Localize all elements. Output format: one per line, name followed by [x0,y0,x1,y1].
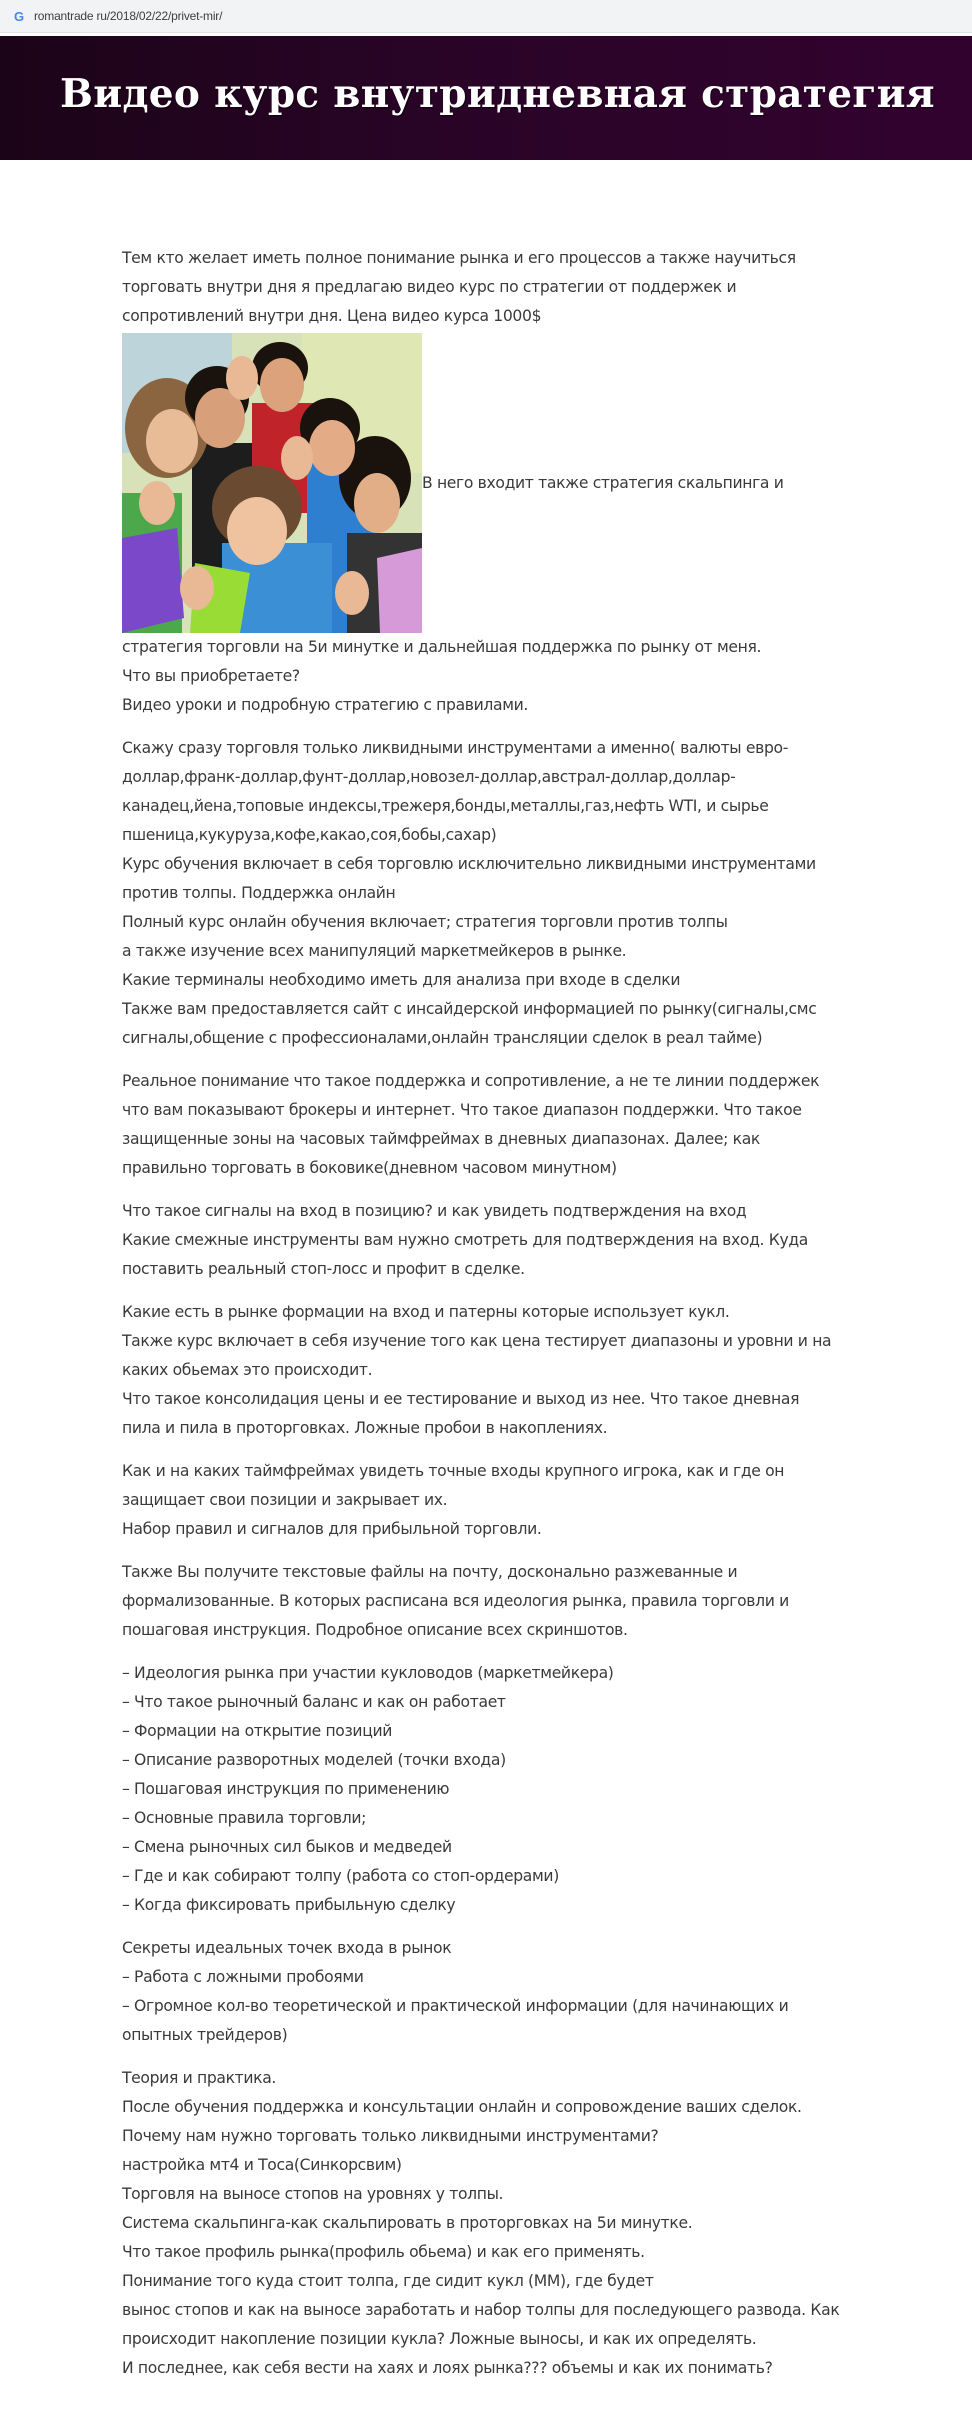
after-image-paragraph [122,633,862,720]
text-line: Что вы приобретаете? [122,667,300,685]
text-line: Секреты идеальных точек входа в рынок [122,1939,452,1957]
url-text[interactable]: romantrade ru/2018/02/22/privet-mir/ [34,9,223,23]
text-line: Также вам предоставляется сайт с инсайдерской информацией по рынку(сигналы,смс [122,1000,817,1018]
text-line: Скажу сразу торговля только ликвидными инструментами а именно( валюты евро- [122,739,788,757]
text-line: сопротивлений внутри дня. Цена видео курса 1000$ [122,307,542,325]
list-item: – Формации на открытие позиций [122,1722,393,1740]
text-line: Также курс включает в себя изучение того как цена тестирует диапазоны и уровни и на [122,1332,832,1350]
image-row [122,333,862,633]
google-g-icon: G [13,8,25,24]
text-line: Система скальпинга-как скальпировать в проторговках на 5и минутке. [122,2214,693,2232]
text-line: Как и на каких таймфреймах увидеть точные входы крупного игрока, как и где он [122,1462,785,1480]
text-line: поставить реальный стоп-лосс и профит в сделке. [122,1260,525,1278]
text-line: Торговля на выносе стопов на уровнях у толпы. [122,2185,504,2203]
text-line: Почему нам нужно торговать только ликвидными инструментами? [122,2127,659,2145]
text-line: что вам показывают брокеры и интернет. Что такое диапазон поддержки. Что такое [122,1101,802,1119]
list-item: – Где и как собирают толпу (работа со стоп-ордерами) [122,1867,559,1885]
instruments-paragraph [122,734,862,1053]
text-line: Что такое профиль рынка(профиль обьема) и как его применять. [122,2243,645,2261]
text-line: настройка мт4 и Тоса(Синкорсвим) [122,2156,402,2174]
text-line: защищенные зоны на часовых таймфреймах в дневных диапазонах. Далее; как [122,1130,760,1148]
text-line: Тем кто желает иметь полное понимание рынка и его процессов а также научиться [122,249,796,267]
text-line: Реальное понимание что такое поддержка и сопротивление, а не те линии поддержек [122,1072,820,1090]
list-item: – Пошаговая инструкция по применению [122,1780,450,1798]
text-line: Какие есть в рынке формации на вход и патерны которые использует кукл. [122,1303,730,1321]
header-banner [0,36,972,160]
support-paragraph [122,1067,862,1183]
text-line: правильно торговать в боковике(дневном часовом минутном) [122,1159,617,1177]
article-content [122,244,862,2397]
text-line: Также Вы получите текстовые файлы на почту, досконально разжеванные и [122,1563,738,1581]
image-caption-text: В него входит также стратегия скальпинга и [422,473,784,492]
files-paragraph [122,1558,862,1645]
text-line: канадец,йена,топовые индексы,трежеря,бонды,металлы,газ,нефть WTI, и сырье [122,797,769,815]
text-line: Какие смежные инструменты вам нужно смотреть для подтверждения на вход. Куда [122,1231,808,1249]
text-line: опытных трейдеров) [122,2026,288,2044]
text-line: вынос стопов и как на выносе заработать и набор толпы для последующего развода. Как [122,2301,840,2319]
text-line: Какие терминалы необходимо иметь для анализа при входе в сделки [122,971,681,989]
text-line: стратегия торговли на 5и минутке и дальнейшая поддержка по рынку от меня. [122,638,762,656]
text-line: доллар,франк-доллар,фунт-доллар,новозел-доллар,австрал-доллар,доллар- [122,768,736,786]
text-line: пошаговая инструкция. Подробное описание всех скриншотов. [122,1621,628,1639]
theory-paragraph [122,2064,862,2383]
intro-paragraph [122,244,862,331]
text-line: Полный курс онлайн обучения включает; стратегия торговли против толпы [122,913,728,931]
students-photo [122,333,422,633]
list-item: – Огромное кол-во теоретической и практической информации (для начинающих и [122,1997,789,2015]
text-line: Что такое сигналы на вход в позицию? и как увидеть подтверждения на вход [122,1202,747,1220]
text-line: Курс обучения включает в себя торговлю исключительно ликвидными инструментами [122,855,816,873]
text-line: против толпы. Поддержка онлайн [122,884,396,902]
list-item: – Основные правила торговли; [122,1809,367,1827]
text-line: каких обьемах это происходит. [122,1361,373,1379]
text-line: защищает свои позиции и закрывает их. [122,1491,448,1509]
text-line: сигналы,общение с профессионалами,онлайн трансляции сделок в реал тайме) [122,1029,763,1047]
text-line: а также изучение всех манипуляций маркетмейкеров в рынке. [122,942,627,960]
text-line: пила и пила в проторговках. Ложные пробои в накоплениях. [122,1419,608,1437]
timeframes-paragraph [122,1457,862,1544]
text-line: Что такое консолидация цены и ее тестирование и выход из нее. Что такое дневная [122,1390,800,1408]
topics-list [122,1659,862,1920]
text-line: формализованные. В которых расписана вся идеология рынка, правила торговли и [122,1592,789,1610]
text-line: происходит накопление позиции кукла? Ложные выносы, и как их определять. [122,2330,757,2348]
text-line: Видео уроки и подробную стратегию с правилами. [122,696,529,714]
signals-paragraph [122,1197,862,1284]
text-line: Теория и практика. [122,2069,277,2087]
text-line: пшеница,кукуруза,кофе,какао,соя,бобы,сахар) [122,826,497,844]
text-line: Набор правил и сигналов для прибыльной торговли. [122,1520,542,1538]
list-item: – Идеология рынка при участии кукловодов (маркетмейкера) [122,1664,614,1682]
list-item: – Смена рыночных сил быков и медведей [122,1838,452,1856]
list-item: – Когда фиксировать прибыльную сделку [122,1896,456,1914]
secrets-paragraph [122,1934,862,2050]
address-bar[interactable] [0,0,972,33]
list-item: – Описание разворотных моделей (точки входа) [122,1751,506,1769]
list-item: – Что такое рыночный баланс и как он работает [122,1693,506,1711]
formations-paragraph [122,1298,862,1443]
text-line: торговать внутри дня я предлагаю видео курс по стратегии от поддержек и [122,278,737,296]
text-line: И последнее, как себя вести на хаях и лоях рынка??? объемы и как их понимать? [122,2359,773,2377]
list-item: – Работа с ложными пробоями [122,1968,364,1986]
text-line: Понимание того куда стоит толпа, где сидит кукл (ММ), где будет [122,2272,654,2290]
text-line: После обучения поддержка и консультации онлайн и сопровождение ваших сделок. [122,2098,802,2116]
page-title: Видео курс внутридневная стратегия [60,71,935,117]
students-photo-illustration [122,333,422,633]
